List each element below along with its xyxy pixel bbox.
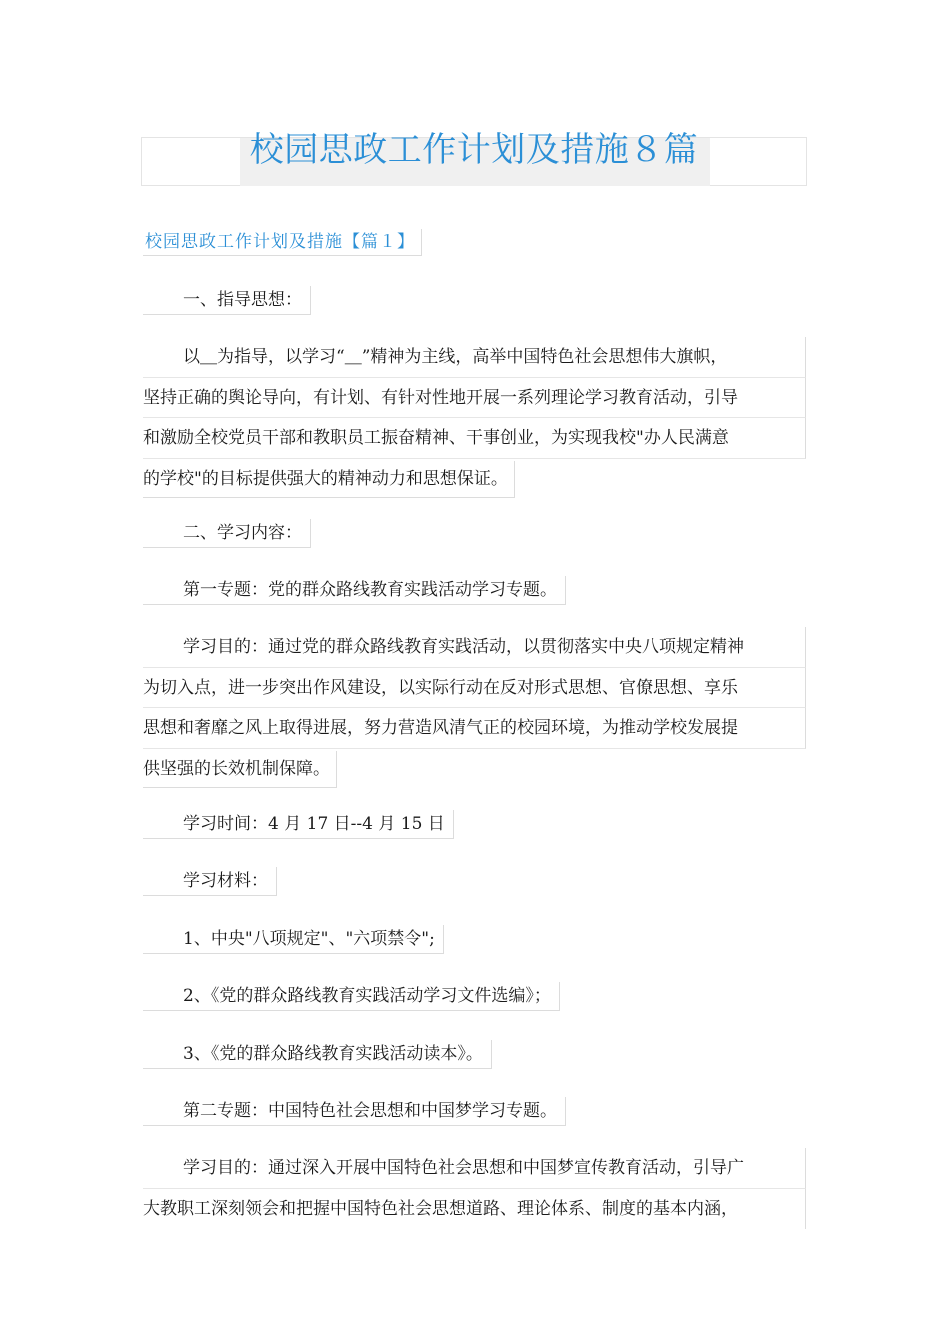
paragraph-line: 以＿为指导，以学习“＿”精神为主线，高举中国特色社会思想伟大旗帜，	[143, 337, 806, 378]
material-item: 2、《党的群众路线教育实践活动学习文件选编》；	[143, 982, 560, 1011]
material-item: 3、《党的群众路线教育实践活动读本》。	[143, 1040, 492, 1069]
paragraph-guiding	[143, 337, 806, 499]
paragraph-line: 学习目的：通过党的群众路线教育实践活动，以贯彻落实中央八项规定精神	[143, 627, 806, 668]
paragraph-line: 大教职工深刻领会和把握中国特色社会思想道路、理论体系、制度的基本内涵，	[143, 1189, 806, 1230]
heading-study-content: 二、学习内容：	[143, 519, 311, 548]
paragraph-topic-two-purpose	[143, 1148, 806, 1229]
paragraph-line: 和激励全校党员干部和教职员工振奋精神、干事创业，为实现我校"办人民满意	[143, 418, 806, 459]
paragraph-line: 供坚强的长效机制保障。	[143, 751, 337, 788]
paragraph-line: 学习目的：通过深入开展中国特色社会思想和中国梦宣传教育活动，引导广	[143, 1148, 806, 1189]
paragraph-line: 坚持正确的舆论导向，有计划、有针对性地开展一系列理论学习教育活动，引导	[143, 378, 806, 419]
paragraph-topic-one-purpose	[143, 627, 806, 789]
material-item: 1、中央"八项规定"、"六项禁令";	[143, 925, 444, 954]
paragraph-line: 思想和奢靡之风上取得进展，努力营造风清气正的校园环境，为推动学校发展提	[143, 708, 806, 749]
study-time: 学习时间：4 月 17 日--4 月 15 日	[143, 810, 454, 839]
topic-one: 第一专题：党的群众路线教育实践活动学习专题。	[143, 576, 566, 605]
topic-two: 第二专题：中国特色社会思想和中国梦学习专题。	[143, 1097, 566, 1126]
paragraph-line: 的学校"的目标提供强大的精神动力和思想保证。	[143, 461, 515, 498]
section-heading: 校园思政工作计划及措施【篇１】	[143, 229, 422, 256]
paragraph-line: 为切入点，进一步突出作风建设，以实际行动在反对形式思想、官僚思想、享乐	[143, 668, 806, 709]
document-title: 校园思政工作计划及措施８篇	[249, 130, 699, 170]
study-materials: 学习材料：	[143, 867, 277, 896]
heading-guiding-ideology: 一、指导思想：	[143, 286, 311, 315]
